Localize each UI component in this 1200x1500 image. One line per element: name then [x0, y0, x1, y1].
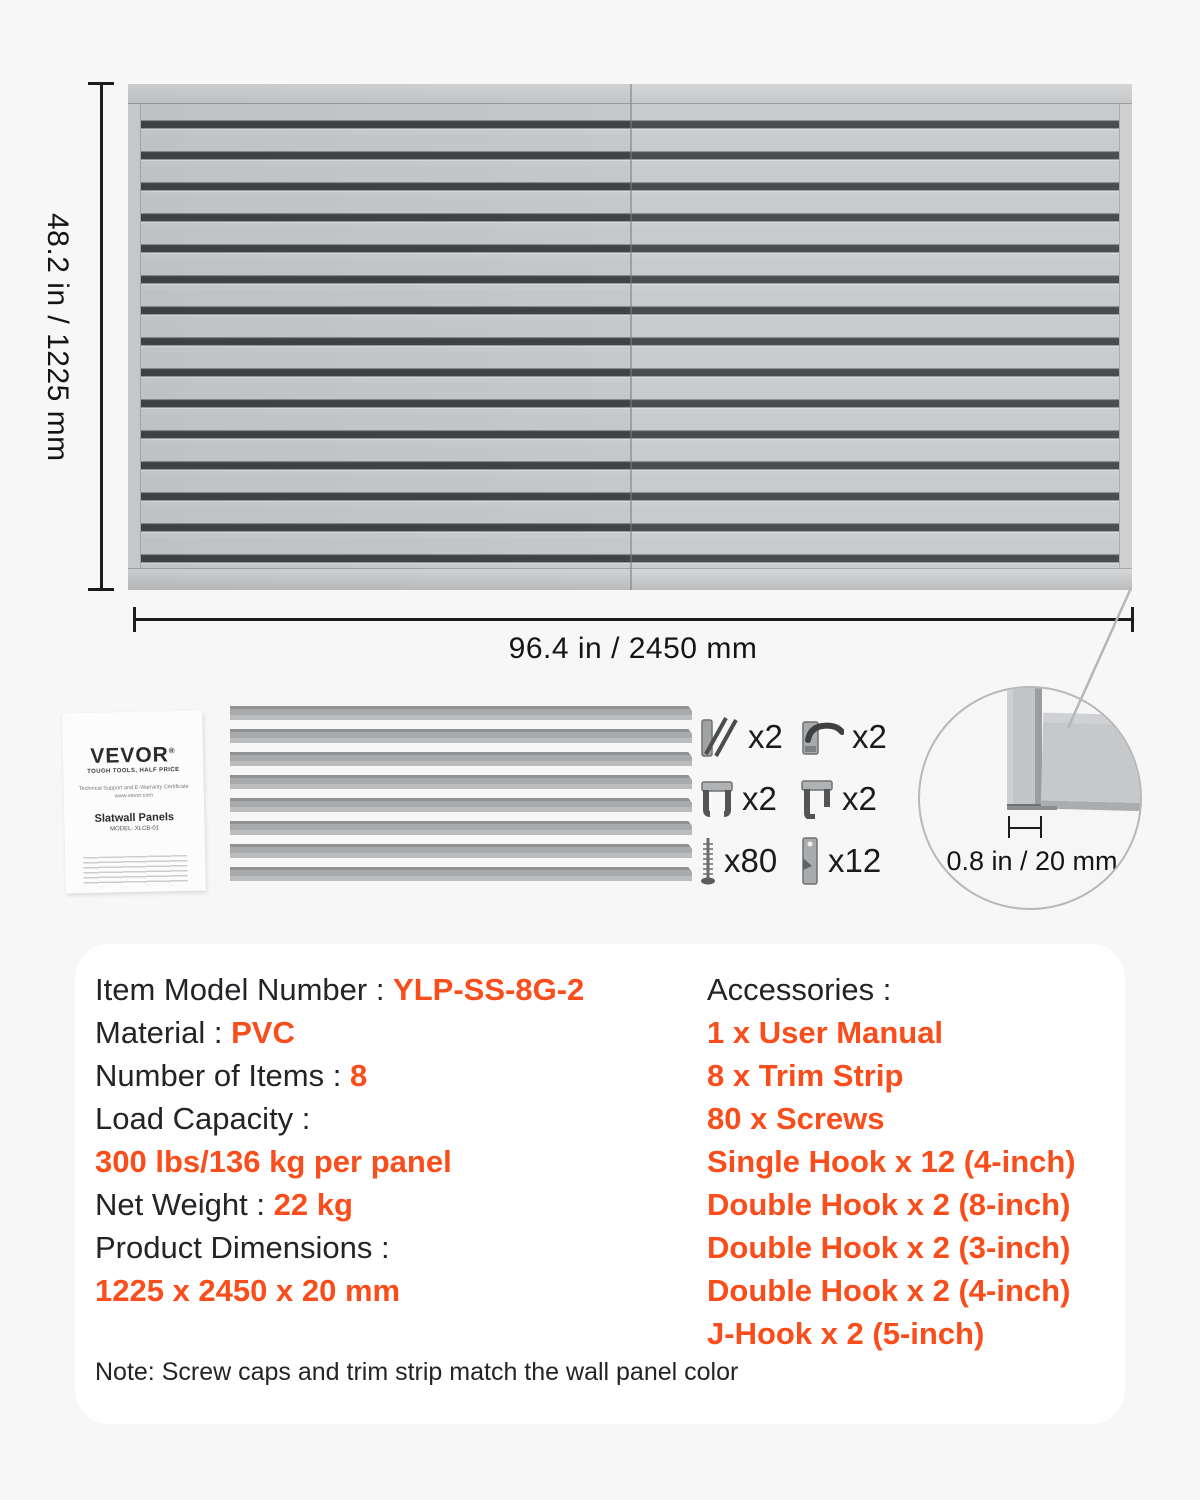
- hook-count: x2: [852, 718, 887, 755]
- manual-brand-logo: VEVOR®: [90, 743, 176, 768]
- hook-item: [700, 836, 800, 886]
- spec-value: Double Hook x 2 (8-inch): [707, 1187, 1071, 1222]
- height-dimension-cap-top: [88, 82, 114, 85]
- spec-row: [95, 1183, 685, 1226]
- spec-column-left: [95, 968, 685, 1312]
- spec-row: [707, 1054, 1117, 1097]
- spec-note: Note: Screw caps and trim strip match the wall panel color: [95, 1358, 739, 1386]
- hook-item: [700, 780, 800, 818]
- manual-web-line: www.vevor.com: [114, 792, 154, 800]
- screw-icon: [700, 836, 716, 886]
- spec-value: 8: [349, 1058, 368, 1093]
- height-dimension-line: [100, 82, 103, 590]
- panel-shading: [128, 84, 1132, 590]
- spec-row: [707, 1312, 1117, 1355]
- spec-row: [95, 1140, 685, 1183]
- spec-value: Double Hook x 2 (4-inch): [707, 1273, 1071, 1308]
- spec-label: Number of Items :: [95, 1058, 350, 1093]
- manual-fine-print: [83, 855, 188, 887]
- manual-tagline: TOUGH TOOLS, HALF PRICE: [87, 767, 180, 775]
- trim-strip: [230, 775, 692, 789]
- user-manual: [62, 711, 206, 894]
- slatwall-panel-image: [128, 84, 1132, 590]
- thickness-label: 0.8 in / 20 mm: [946, 846, 1118, 876]
- trim-strip: [230, 844, 692, 858]
- hook-item: [800, 716, 900, 758]
- spec-row: [95, 1226, 685, 1269]
- spec-value: YLP-SS-8G-2: [393, 972, 585, 1007]
- hook-item: [800, 779, 900, 819]
- hook-item: [800, 836, 900, 886]
- hook-item: [700, 714, 800, 760]
- spec-value: 1225 x 2450 x 20 mm: [95, 1273, 401, 1308]
- spec-value: 22 kg: [273, 1187, 353, 1222]
- hook-count: x80: [724, 842, 778, 879]
- width-dimension-label: 96.4 in / 2450 mm: [508, 632, 758, 665]
- hook-count: x12: [828, 842, 882, 879]
- spec-value: 300 lbs/136 kg per panel: [95, 1144, 452, 1179]
- spec-row: [707, 1140, 1117, 1183]
- registered-mark: ®: [168, 746, 176, 756]
- height-dimension-cap-bottom: [88, 588, 114, 591]
- spec-value: Double Hook x 2 (3-inch): [707, 1230, 1071, 1265]
- spec-column-right: [707, 968, 1117, 1355]
- spec-row: [95, 968, 685, 1011]
- double-hook-8inch-icon: [700, 714, 740, 760]
- spec-value: Single Hook x 12 (4-inch): [707, 1144, 1076, 1179]
- spec-row: [95, 1269, 685, 1312]
- spec-value: PVC: [231, 1015, 295, 1050]
- spec-row: [95, 1054, 685, 1097]
- j-hook-5inch-icon: [800, 716, 844, 758]
- manual-model: MODEL: XLCB-01: [109, 825, 160, 833]
- manual-title: Slatwall Panels: [94, 811, 175, 825]
- trim-bottom-lip: [1007, 806, 1057, 810]
- width-dimension-tick-left: [133, 607, 136, 632]
- thickness-detail-circle: [918, 686, 1142, 910]
- spec-card: [75, 944, 1125, 1424]
- spec-value: J-Hook x 2 (5-inch): [707, 1316, 985, 1351]
- width-dimension-line: [133, 618, 1133, 621]
- spec-value: 8 x Trim Strip: [707, 1058, 904, 1093]
- trim-strips-stack: [230, 706, 692, 890]
- height-dimension-label: 48.2 in / 1225 mm: [41, 212, 74, 462]
- trim-strip: [230, 798, 692, 812]
- spec-row: [707, 968, 1117, 1011]
- spec-value: 80 x Screws: [707, 1101, 885, 1136]
- spec-row: [707, 1183, 1117, 1226]
- trim-strip: [230, 867, 692, 881]
- spec-label: Material :: [95, 1015, 232, 1050]
- hook-count: x2: [742, 780, 777, 817]
- hook-count: x2: [842, 780, 877, 817]
- trim-strip: [230, 752, 692, 766]
- width-dimension-tick-right: [1131, 607, 1134, 632]
- spec-value: 1 x User Manual: [707, 1015, 944, 1050]
- spec-label: Accessories :: [707, 972, 892, 1007]
- spec-label: Load Capacity :: [95, 1101, 311, 1136]
- thickness-bracket-left: [1008, 816, 1010, 838]
- spec-row: [707, 1097, 1117, 1140]
- manual-support-line: Technical Support and E-Warranty Certificate: [78, 783, 189, 793]
- thickness-bracket-right: [1040, 816, 1042, 838]
- hooks-grid: [700, 706, 900, 892]
- spec-label: Item Model Number :: [95, 972, 394, 1007]
- spec-row: [707, 1269, 1117, 1312]
- edge-trim-cross-section: [1007, 686, 1042, 808]
- spec-row: [95, 1097, 685, 1140]
- spec-label: Net Weight :: [95, 1187, 274, 1222]
- hook-count: x2: [748, 718, 783, 755]
- trim-strip: [230, 729, 692, 743]
- single-hook-4inch-icon: [800, 836, 820, 886]
- double-hook-4inch-icon: [800, 779, 834, 819]
- thickness-bracket: [1008, 827, 1042, 829]
- panel-cross-section: [1041, 713, 1142, 812]
- spec-row: [707, 1011, 1117, 1054]
- spec-row: [95, 1011, 685, 1054]
- trim-strip: [230, 821, 692, 835]
- manual-support-lines: [64, 783, 204, 802]
- double-hook-3inch-icon: [700, 780, 734, 818]
- spec-row: [707, 1226, 1117, 1269]
- spec-label: Product Dimensions :: [95, 1230, 390, 1265]
- trim-strip: [230, 706, 692, 720]
